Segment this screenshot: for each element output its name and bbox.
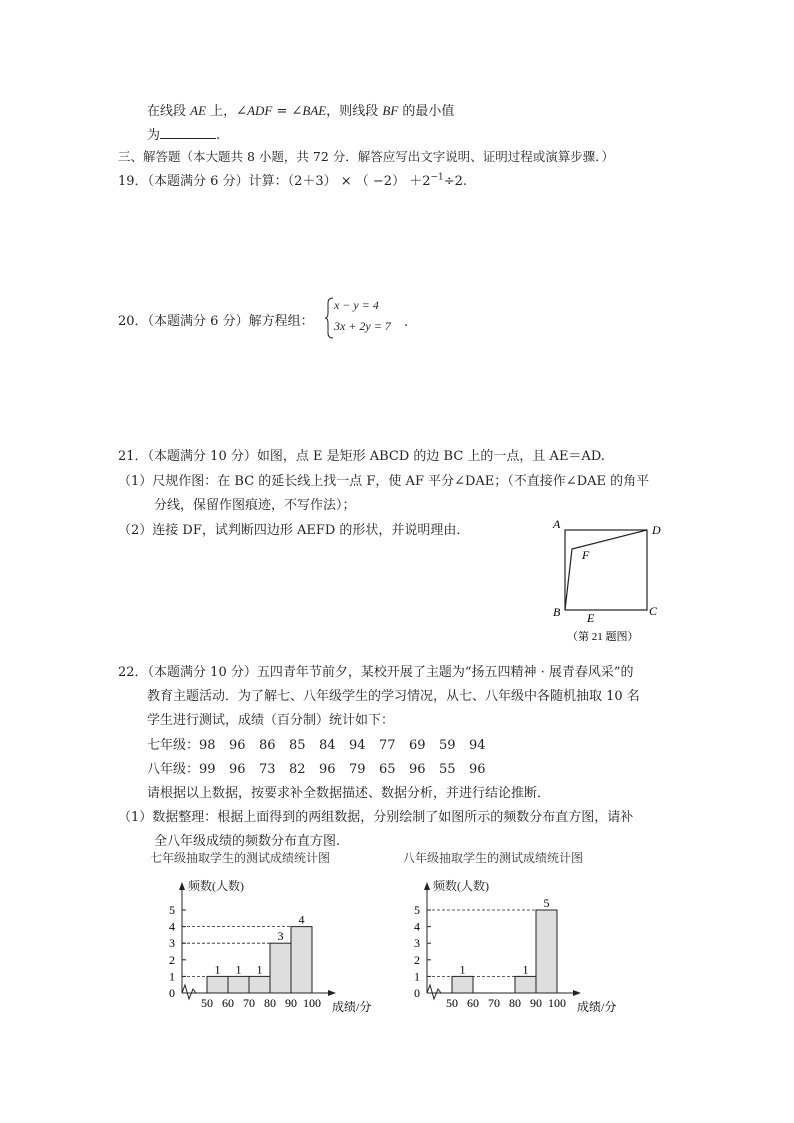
label-f: F: [582, 548, 590, 562]
score-value: 94: [349, 738, 366, 753]
q21-part2: （2）连接 DF，试判断四边形 AEFD 的形状，并说明理由．: [118, 523, 470, 538]
grade7-label: 七年级：: [147, 738, 200, 753]
x-tick-label: 50: [446, 996, 458, 1010]
histogram-bar: [249, 976, 270, 993]
x-tick-label: 90: [530, 996, 542, 1010]
segments-bf-fd: [565, 530, 647, 610]
score-value: 73: [259, 762, 276, 777]
q19-exponent: −1: [430, 172, 444, 183]
q18-angle-adf: ADF: [247, 103, 273, 118]
bar-data-label: 1: [256, 962, 263, 977]
histogram-bar: [207, 976, 228, 993]
score-value: 94: [469, 738, 486, 753]
answer-blank[interactable]: [160, 126, 216, 139]
label-d: D: [652, 523, 661, 537]
q20-end: .: [404, 315, 409, 330]
q18-text: 上，∠: [206, 104, 248, 119]
q21-figure: [545, 512, 675, 647]
bar-data-label: 3: [277, 929, 284, 944]
q18-line1: [147, 100, 454, 119]
grade7-row: [147, 734, 499, 753]
q21-part1-line1: （1）尺规作图：在 BC 的延长线上找一点 F，使 AF 平分∠DAE；（不直接作∠DAE 的角平: [118, 474, 650, 489]
x-tick-label: 80: [264, 996, 276, 1010]
q18-text: 为: [147, 128, 161, 143]
score-value: 99: [199, 762, 216, 777]
x-tick-label: 70: [243, 996, 255, 1010]
bar-data-label: 1: [214, 962, 221, 977]
bar-data-label: 1: [459, 962, 466, 977]
axis-break-icon: [427, 985, 441, 999]
x-axis-label: 成绩/分: [332, 1000, 372, 1014]
y-tick-label: 2: [169, 952, 175, 967]
histogram-bar: [270, 943, 291, 993]
score-value: 96: [229, 762, 246, 777]
q18-text: = ∠: [272, 104, 303, 119]
grade8-label: 八年级：: [147, 762, 200, 777]
y-axis-label: 频数(人数): [433, 879, 489, 893]
x-axis-arrow-icon: [573, 990, 581, 996]
y-tick-label: 4: [414, 919, 420, 934]
score-value: 82: [289, 762, 306, 777]
grade8-row: [147, 758, 499, 777]
q22-part1-line2: 全八年级成绩的频数分布直方图.: [154, 834, 341, 849]
score-value: 84: [319, 738, 336, 753]
q18-bf: BF: [382, 103, 399, 118]
q22-line2: 教育主题活动．为了解七、八年级学生的学习情况，从七、八年级中各随机抽取 10 名: [147, 689, 640, 704]
q18-ae: AE: [190, 103, 207, 118]
x-tick-label: 50: [201, 996, 213, 1010]
grade8-histogram: [395, 848, 635, 1018]
y-axis-arrow-icon: [179, 882, 185, 890]
figure-caption: （第 21 题图）: [567, 631, 639, 643]
q19-text: 19．（本题满分 6 分）计算：（2＋3） × （ −2） ＋2: [118, 174, 431, 189]
x-tick-label: 80: [509, 996, 521, 1010]
q18-text: .: [216, 128, 221, 143]
y-tick-label: 3: [414, 936, 420, 951]
score-value: 96: [409, 762, 426, 777]
q18-angle-bae: BAE: [302, 103, 327, 118]
q21-head: 21．（本题满分 10 分）如图，点 E 是矩形 ABCD 的边 BC 上的一点，且 AE＝AD.: [118, 449, 605, 464]
q18-text: 在线段: [147, 104, 191, 119]
bar-data-label: 1: [522, 962, 529, 977]
chart-title: 八年级抽取学生的测试成绩统计图: [403, 851, 584, 865]
score-value: 79: [349, 762, 366, 777]
y-tick-label: 1: [414, 969, 420, 984]
score-value: 59: [439, 738, 456, 753]
bar-data-label: 4: [298, 912, 305, 927]
y-axis-label: 频数(人数): [188, 879, 244, 893]
histogram-bar: [536, 910, 557, 993]
bar-data-label: 5: [543, 896, 550, 910]
score-value: 86: [259, 738, 276, 753]
histogram-bar: [228, 976, 249, 993]
x-tick-label: 60: [467, 996, 479, 1010]
chart-title: 七年级抽取学生的测试成绩统计图: [150, 851, 331, 865]
y-tick-label: 5: [414, 903, 420, 917]
y-tick-label: 3: [169, 936, 175, 951]
grade7-scores: [199, 738, 499, 753]
q18-text: ，则线段: [326, 104, 383, 119]
score-value: 98: [199, 738, 216, 753]
x-axis-arrow-icon: [328, 990, 336, 996]
y-tick-label: 0: [414, 986, 420, 1000]
q18-line2: [147, 124, 220, 143]
score-value: 96: [229, 738, 246, 753]
y-axis-arrow-icon: [424, 882, 430, 890]
q20-head: 20．（本题满分 6 分）解方程组：: [118, 314, 314, 329]
x-tick-label: 100: [303, 996, 321, 1010]
equation-1: x − y = 4: [334, 298, 379, 312]
score-value: 55: [439, 762, 456, 777]
y-tick-label: 1: [169, 969, 175, 984]
score-value: 65: [379, 762, 396, 777]
score-value: 77: [379, 738, 396, 753]
rectangle-abcd: [565, 530, 647, 610]
q22-line6: 请根据以上数据，按要求补全数据描述、数据分析，并进行结论推断．: [147, 786, 551, 801]
grade7-histogram: [150, 848, 390, 1018]
bar-data-label: 1: [235, 962, 242, 977]
y-tick-label: 4: [169, 919, 175, 934]
x-tick-label: 100: [548, 996, 566, 1010]
label-a: A: [553, 517, 561, 531]
q19-text: ÷2.: [443, 174, 468, 189]
label-b: B: [553, 605, 561, 619]
score-value: 69: [409, 738, 426, 753]
score-value: 96: [319, 762, 336, 777]
label-e: E: [587, 611, 595, 625]
section-3-heading: 三、解答题（本大题共 8 小题，共 72 分．解答应写出文字说明、证明过程或演算步骤．）: [118, 149, 615, 164]
label-c: C: [649, 604, 658, 618]
q18-text: 的最小值: [398, 104, 455, 119]
q22-head: 22．（本题满分 10 分）五四青年节前夕，某校开展了主题为“扬五四精神 · 展青春风采”的: [118, 665, 634, 680]
q22-line3: 学生进行测试，成绩（百分制）统计如下：: [147, 713, 395, 728]
q21-part1-line2: 分线，保留作图痕迹，不写作法）；: [154, 498, 356, 513]
q22-part1-line1: （1）数据整理：根据上面得到的两组数据，分别绘制了如图所示的频数分布直方图，请补: [118, 810, 634, 825]
q19: [118, 170, 467, 189]
x-axis-label: 成绩/分: [577, 1000, 617, 1014]
histogram-bar: [291, 927, 312, 993]
equation-system: [325, 297, 415, 339]
grade8-scores: [199, 762, 499, 777]
histogram-bar: [515, 976, 536, 993]
score-value: 85: [289, 738, 306, 753]
score-value: 96: [469, 762, 486, 777]
x-tick-label: 60: [222, 996, 234, 1010]
equation-2: 3x + 2y = 7: [334, 319, 391, 333]
histogram-bar: [452, 976, 473, 993]
axis-break-icon: [182, 985, 196, 999]
y-tick-label: 0: [169, 986, 175, 1000]
y-tick-label: 2: [414, 952, 420, 967]
x-tick-label: 90: [285, 996, 297, 1010]
x-tick-label: 70: [488, 996, 500, 1010]
y-tick-label: 5: [169, 903, 175, 917]
